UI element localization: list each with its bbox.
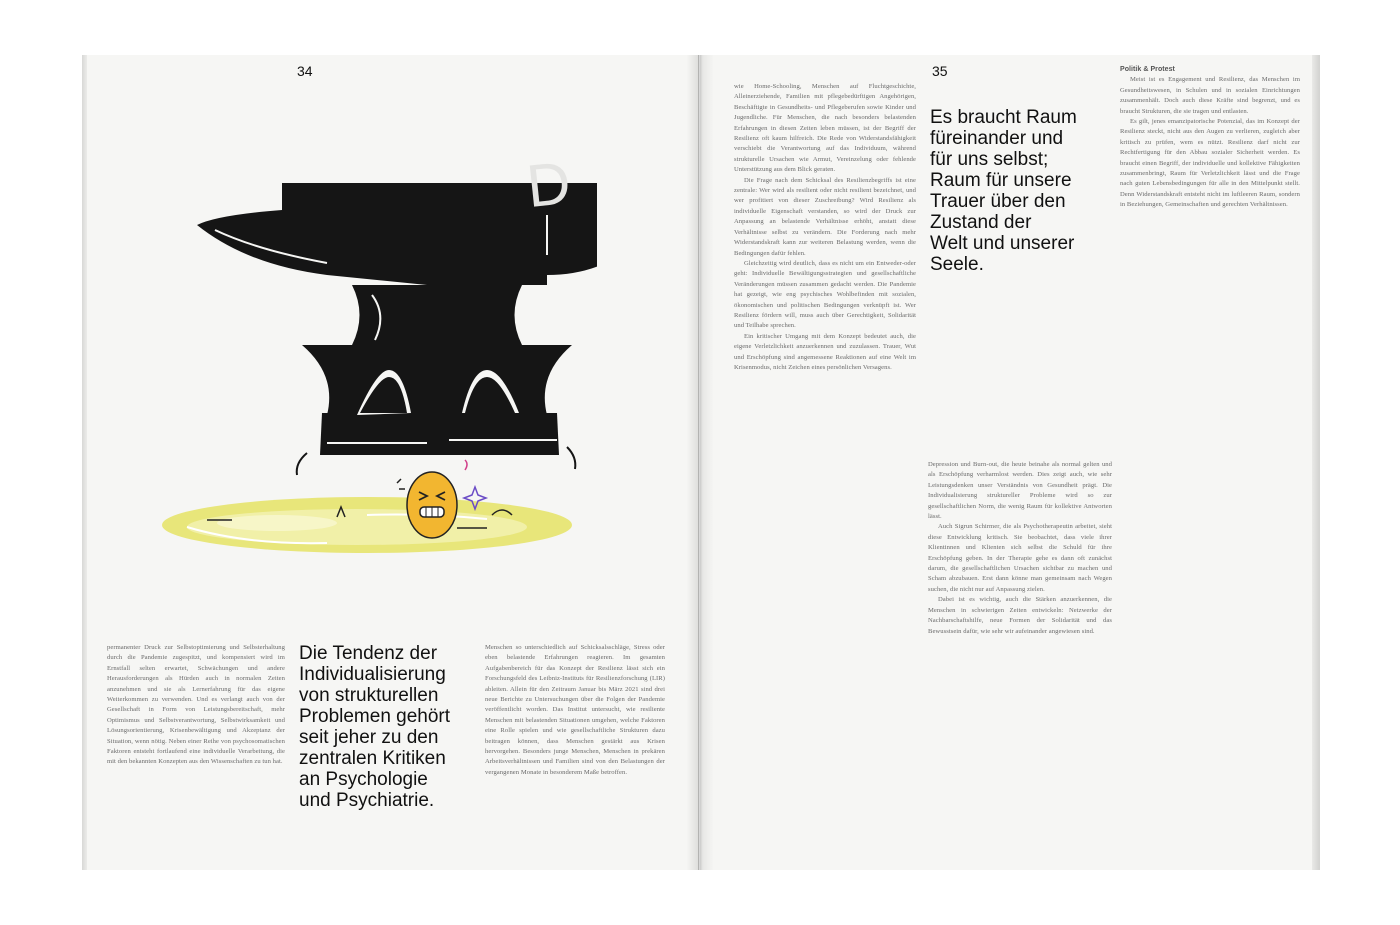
anvil-illustration: [127, 155, 597, 595]
right-column-3: Politik & Protest Meist ist es Engagement und Resilienz, das Menschen im Gesundheitswesen, in Schulen und in sozialen Einrichtungen zusammenhält. Doch auch diese Kräfte sind begrenzt, und es braucht Strukturen, die sie tragen und entlasten. Es gilt, jenes emanzipatorische Potenzial, das im Konzept der Resilienz steckt, nicht aus den Augen zu verlieren, zugleich aber kritisch zu prüfen, wem es nützt. Resilienz darf nicht zur Rechtfertigung für den Abbau sozialer Sicherheit werden. Es braucht einen Begriff, der individuelle und kollektive Fähigkeiten zusammenbringt, Raum für Verletzlichkeit lässt und die Frage nach guten Lebensbedingungen für alle in den Mittelpunkt stellt. Denn Widerstandskraft entsteht nicht im luftleeren Raum, sondern in Beziehungen, Gemeinschaften und gerechten Verhältnissen.: [1120, 66, 1300, 209]
pull-quote-line: Zustand der: [930, 212, 1032, 233]
pull-quote-line: Es braucht Raum: [930, 107, 1077, 128]
pull-quote-line: Individualisierung: [299, 664, 446, 685]
pull-quote-line: Raum für unsere: [930, 170, 1072, 191]
ghost-bleed-text: D: [523, 148, 574, 221]
puddle-icon: [162, 497, 572, 553]
pull-quote-line: Trauer über den: [930, 191, 1066, 212]
left-pull-quote: [299, 643, 450, 811]
right-column-1: wie Home-Schooling, Menschen auf Fluchtgeschichte, Alleinerziehende, Familien mit pflegebedürftigen Angehörigen, Beschäftigte in Gesundheits- und Pflegeberufen sowie Kinder und Jugendliche. Für Menschen, die nach besonders belastenden Erfahrungen in diesen Zeiten leben müssen, ist der Begriff der Resilienz oft kaum hilfreich. Die Rede von Widerstandsfähigkeit verschiebt die Verantwortung auf das Individuum, während strukturelle Ursachen wie Armut, Vereinzelung oder fehlende Unterstützung aus dem Blick geraten. Die Frage nach dem Schicksal des Resilienzbegriffs ist eine zentrale: Wer wird als resilient oder nicht resilient bezeichnet, und wer profitiert von dieser Zuschreibung? Wird Resilienz als individuelle Eigenschaft verstanden, so wird der Druck zur Anpassung an belastende Verhältnisse erhöht, anstatt diese Verhältnisse selbst zu verändern. Die Forderung nach mehr Widerstandskraft kann zur weiteren Belastung werden, wenn die Bedingungen dafür fehlen. Gleichzeitig wird deutlich, dass es nicht um ein Entweder-oder geht: Individuelle Bewältigungsstrategien und gesellschaftliche Veränderungen müssen zusammen gedacht werden. Die Pandemie hat gezeigt, wie eng psychisches Wohlbefinden mit sozialen, ökonomischen und politischen Bedingungen verknüpft ist. Wer Resilienz fördern will, muss auch über Gerechtigkeit, Solidarität und Teilhabe sprechen. Ein kritischer Umgang mit dem Konzept bedeutet auch, die eigene Verletzlichkeit anzuerkennen und zuzulassen. Trauer, Wut und Erschöpfung sind angemessene Reaktionen auf eine Welt im Krisenmodus, nicht Zeichen eines persönlichen Versagens.: [734, 83, 916, 371]
page-number: 34: [297, 63, 313, 79]
pull-quote-line: Welt und unserer: [930, 233, 1075, 254]
pull-quote-line: füreinander und: [930, 128, 1064, 149]
pull-quote-line: und Psychiatrie.: [299, 790, 435, 811]
egg-character-icon: [407, 472, 457, 538]
right-page: [700, 55, 1313, 870]
left-column-1: permanenter Druck zur Selbstoptimierung und Selbsterhaltung durch die Pandemie zugespitzt, und kompensiert wird im Ernstfall selten erwartet, Schwächungen und andere Herausforderungen als Hürden auch in normalen Zeiten anzunehmen und sie als Lernerfahrung für das eigene Weiterkommen zu verwenden. Und es verlangt auch von der Gesellschaft in Form von Leistungsbereitschaft, mehr Optimismus und Selbstverantwortung, Selbstwirksamkeit und Lösungsorientierung, Krisenbewältigung und Akzeptanz der Situation, wenn nötig. Neben einer Reihe von psychosomatischen Faktoren entsteht fortlaufend eine individuelle Verarbeitung, die mit den bekannten Konzepten aus den Wissenschaften zu tun hat.: [107, 644, 285, 766]
page-number: 35: [932, 63, 948, 79]
pull-quote-line: von strukturellen: [299, 685, 439, 706]
pull-quote-line: zentralen Kritiken: [299, 748, 446, 769]
pull-quote-line: Seele.: [930, 254, 984, 275]
right-pull-quote: [930, 107, 1077, 275]
right-column-2: Depression und Burn-out, die heute beinahe als normal gelten und als Erschöpfung verharmlost werden. Dies zeigt auch, wie sehr Leistungsdenken unser Verständnis von Gesundheit prägt. Die Individualisierung struktureller Probleme wird so zur gesellschaftlichen Norm, die wenig Raum für kollektive Antworten lässt. Auch Sigrun Schirmer, die als Psychotherapeutin arbeitet, sieht diese Entwicklung kritisch. Sie beobachtet, dass viele ihrer Klientinnen und Klienten sich selbst die Schuld für ihre Erschöpfung geben. In der Therapie gehe es dann oft zunächst darum, die gesellschaftlichen Ursachen sichtbar zu machen und Scham abzubauen. Erst dann könne man gemeinsam nach Wegen suchen, die nicht nur auf Anpassung zielen. Dabei ist es wichtig, auch die Stärken anzuerkennen, die Menschen in schwierigen Zeiten entwickeln: Netzwerke der Nachbarschaftshilfe, neue Formen der Solidarität und das Bewusstsein dafür, wie sehr wir aufeinander angewiesen sind.: [928, 461, 1112, 635]
pull-quote-line: Die Tendenz der: [299, 643, 438, 664]
pull-quote-line: Problemen gehört: [299, 706, 451, 727]
pull-quote-line: seit jeher zu den: [299, 727, 439, 748]
pull-quote-line: an Psychologie: [299, 769, 428, 790]
section-heading: Politik & Protest: [1120, 66, 1175, 73]
page-edge-right: [1312, 55, 1320, 870]
left-column-2: Menschen so unterschiedlich auf Schicksalsschläge, Stress oder eben belastende Erfahrungen reagieren. Im gesamten Aufgabenbereich für das Konzept der Resilienz lässt sich ein Forschungsfeld des Leibniz-Instituts für Resilienzforschung (LIR) ableiten. Allein für den Zeitraum Januar bis März 2021 sind drei neue Berichte zu Untersuchungen über die Folgen der Pandemie veröffentlicht worden. Das Institut untersucht, wie resiliente Menschen mit belastenden Situationen umgehen, welche Faktoren eine Rolle spielen und wie gesellschaftliche Strukturen dazu beitragen können, dass Menschen gestärkt aus Krisen hervorgehen. Besonders junge Menschen, Menschen in prekären Arbeitsverhältnissen und Familien sind von den Belastungen der vergangenen Monate in besonderem Maße betroffen.: [485, 644, 665, 776]
anvil-icon: [197, 175, 597, 475]
pull-quote-line: für uns selbst;: [930, 149, 1049, 170]
left-page: [87, 55, 699, 870]
